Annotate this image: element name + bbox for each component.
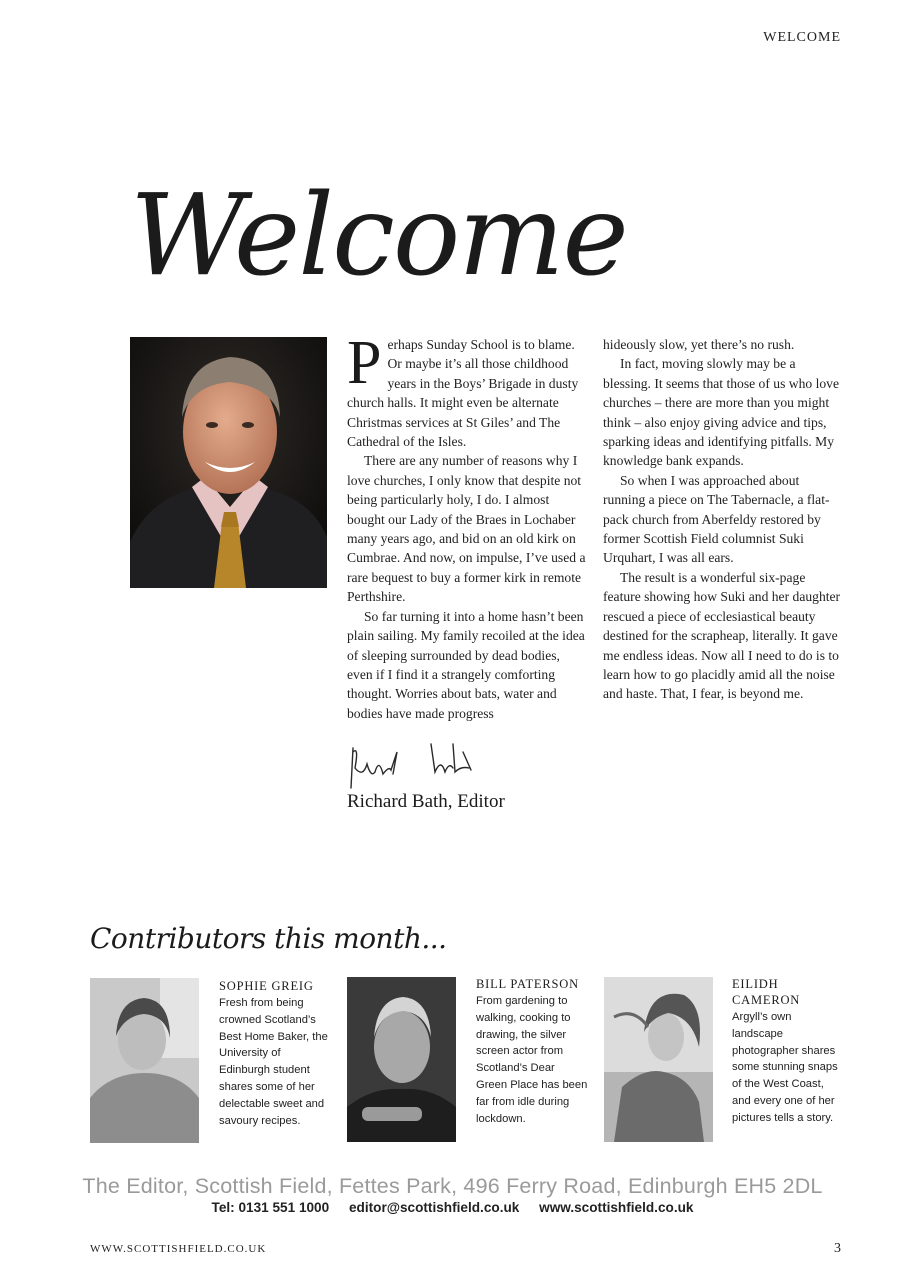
contributor-photo-bill <box>347 977 456 1142</box>
section-label: WELCOME <box>763 30 841 45</box>
article-paragraph: The result is a wonderful six-page feature showing how Suki and her daughter rescued a piece of ecclesiastical beauty destined for the scrapheap, literally. It gave me endless ideas. Now all I need to do is to learn how to go placidly amid all the noise and haste. That, I fear, is beyond me. <box>603 569 841 702</box>
contact-line <box>0 1200 905 1215</box>
contributor-bio: Fresh from being crowned Scotland’s Best Home Baker, the University of Edinburgh student shares some of her delectable sweet and savoury recipes. <box>219 997 328 1127</box>
article-column-2 <box>603 335 843 704</box>
contributor-photo-sophie <box>90 978 199 1143</box>
article-paragraph: In fact, moving slowly may be a blessing. It seems that those of us who love churches – there are more than you might think – also enjoy giving advice and tips, sparking ideas and identifying pitfalls. My knowledge bank expands. <box>603 356 839 469</box>
website-link[interactable]: www.scottishfield.co.uk <box>539 1200 694 1215</box>
article-paragraph: Perhaps Sunday School is to blame. Or maybe it’s all those childhood years in the Boys’ Brigade in dusty church halls. It might even be alternate Christmas services at St Giles’ and The Cathedral of the Isles. <box>347 329 579 450</box>
page-title: Welcome <box>130 171 627 301</box>
page-number: 3 <box>834 1241 841 1256</box>
article-paragraph-continued: hideously slow, yet there’s no rush. <box>603 337 795 352</box>
contributors-heading: Contributors this month... <box>90 922 447 955</box>
article-paragraph: So far turning it into a home hasn’t been plain sailing. My family recoiled at the idea of sleeping surrounded by dead bodies, even if I find it a strangely comforting thought. Worries about bats, water and bodies have made progress <box>347 608 585 721</box>
telephone: Tel: 0131 551 1000 <box>211 1200 330 1215</box>
article-paragraph: So when I was approached about running a piece on The Tabernacle, a flat-pack church from Aberfeldy restored by former Scottish Field columnist Suki Urquhart, I was all ears. <box>603 472 830 566</box>
contributor-bio: From gardening to walking, cooking to drawing, the silver screen actor from Scotland’s Dear Green Place has been far from idle during lockdown. <box>476 995 588 1125</box>
drop-cap: P <box>347 329 382 397</box>
contributor-name: EILIDH CAMERON <box>732 977 801 1007</box>
editor-photo <box>130 337 327 588</box>
contributor-bio: Argyll’s own landscape photographer shares some stunning snaps of the West Coast, and every one of her pictures tells a story. <box>732 1011 838 1124</box>
contributor-photo-eilidh <box>604 977 713 1142</box>
editor-signature <box>345 738 485 794</box>
editor-address: The Editor, Scottish Field, Fettes Park, 496 Ferry Road, Edinburgh EH5 2DL <box>82 1174 823 1198</box>
editor-name: Richard Bath, Editor <box>347 791 505 812</box>
contributor-name: BILL PATERSON <box>476 977 579 991</box>
email-link[interactable]: editor@scottishfield.co.uk <box>348 1200 520 1215</box>
contributor-name: SOPHIE GREIG <box>219 979 314 993</box>
editor-portrait-image <box>130 337 327 588</box>
footer-url[interactable]: WWW.SCOTTISHFIELD.CO.UK <box>90 1243 267 1255</box>
article-paragraph: There are any number of reasons why I love churches, I only know that despite not being particularly holy, I do. I almost bought our Lady of the Braes in Lochaber many years ago, and bid on an old kirk on Cumbrae. And now, on impulse, I’ve used a rare bequest to buy a former kirk in remote Perthshire. <box>347 453 586 605</box>
article-column-1 <box>347 329 587 723</box>
